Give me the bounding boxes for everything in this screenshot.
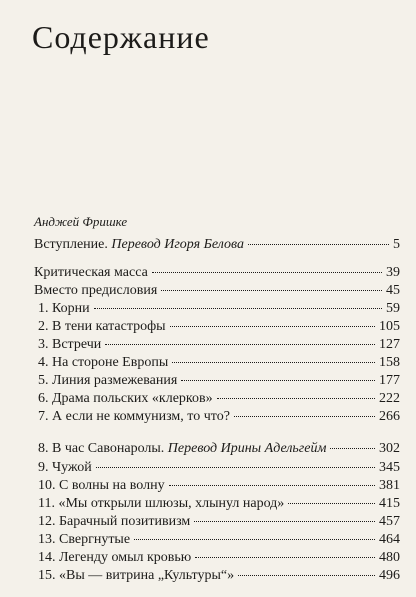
- dot-leader: [238, 575, 375, 576]
- toc-entry-title: 6. Драма польских «клерков»: [38, 391, 213, 406]
- toc-entry-title: 11. «Мы открыли шлюзы, хлынул народ»: [38, 496, 285, 511]
- toc-entry-critical-mass: [34, 265, 400, 285]
- toc-entry-title: 7. А если не коммунизм, то что?: [38, 409, 230, 424]
- toc-entry-chapter-1: [34, 301, 400, 321]
- toc-entry-page: 415: [379, 496, 400, 511]
- dot-leader: [172, 362, 375, 363]
- toc-entry-chapter-12: [34, 514, 400, 534]
- toc-entry-page: 464: [379, 532, 400, 547]
- toc-entry-chapter-5: [34, 373, 400, 393]
- toc-entry-chapter-8: [34, 441, 400, 461]
- toc-entry-page: 496: [379, 568, 400, 583]
- toc-entry-page: 39: [386, 265, 400, 280]
- dot-leader: [181, 380, 375, 381]
- toc-entry-page: 127: [379, 337, 400, 352]
- toc-entry-chapter-3: [34, 337, 400, 357]
- toc-entry-chapter-14: [34, 550, 400, 570]
- toc-entry-page: 5: [393, 237, 400, 252]
- toc-entry-page: 457: [379, 514, 400, 529]
- toc-entry-page: 266: [379, 409, 400, 424]
- toc-entry-chapter-6: [34, 391, 400, 411]
- dot-leader: [195, 557, 375, 558]
- toc-entry-chapter-7: [34, 409, 400, 429]
- dot-leader: [152, 272, 382, 273]
- dot-leader: [94, 308, 382, 309]
- toc-entry-title: Критическая масса: [34, 265, 148, 280]
- page-title: Содержание: [32, 19, 210, 55]
- toc-entry-page: 177: [379, 373, 400, 388]
- toc-entry-introduction: [34, 237, 400, 257]
- toc-entry-chapter-13: [34, 532, 400, 552]
- toc-entry-chapter-11: [34, 496, 400, 516]
- author-name: Анджей Фришке: [34, 214, 128, 229]
- toc-entry-title: 13. Свергнутые: [38, 532, 131, 547]
- dot-leader: [170, 326, 375, 327]
- toc-entry-page: 345: [379, 460, 400, 475]
- dot-leader: [134, 539, 375, 540]
- bleed-through-text: [20, 44, 400, 190]
- toc-entry-title: 5. Линия размежевания: [38, 373, 178, 388]
- toc-entry-title: 9. Чужой: [38, 460, 92, 475]
- toc-entry-chapter-4: [34, 355, 400, 375]
- toc-entry-page: 59: [386, 301, 400, 316]
- toc-entry-page: 480: [379, 550, 400, 565]
- dot-leader: [234, 416, 375, 417]
- toc-entry-foreword: [34, 283, 400, 303]
- toc-entry-title: 14. Легенду омыл кровью: [38, 550, 192, 565]
- toc-entry-page: 105: [379, 319, 400, 334]
- toc-entry-title: 15. «Вы — витрина „Культуры“»: [38, 568, 235, 583]
- toc-entry-page: 158: [379, 355, 400, 370]
- dot-leader: [248, 244, 389, 245]
- dot-leader: [161, 290, 382, 291]
- toc-entry-page: 381: [379, 478, 400, 493]
- dot-leader: [217, 398, 375, 399]
- toc-entry-title: Вступление. Перевод Игоря Белова: [34, 237, 244, 252]
- toc-entry-title: Вместо предисловия: [34, 283, 158, 298]
- toc-entry-chapter-2: [34, 319, 400, 339]
- toc-entry-title: 4. На стороне Европы: [38, 355, 169, 370]
- dot-leader: [169, 485, 375, 486]
- toc-entry-title: 12. Барачный позитивизм: [38, 514, 191, 529]
- toc-entry-title: 8. В час Савонаролы. Перевод Ирины Адельгейм: [38, 441, 327, 456]
- toc-entry-title: 2. В тени катастрофы: [38, 319, 166, 334]
- toc-entry-title: 3. Встречи: [38, 337, 102, 352]
- toc-entry-chapter-15: [34, 568, 400, 588]
- dot-leader: [288, 503, 375, 504]
- toc-entry-chapter-9: [34, 460, 400, 480]
- toc-entry-title: 10. С волны на волну: [38, 478, 165, 493]
- toc-entry-page: 45: [386, 283, 400, 298]
- dot-leader: [96, 467, 375, 468]
- dot-leader: [330, 448, 375, 449]
- toc-entry-page: 222: [379, 391, 400, 406]
- toc-entry-page: 302: [379, 441, 400, 456]
- toc-entry-title: 1. Корни: [38, 301, 90, 316]
- toc-entry-translator: Перевод Ирины Адельгейм: [167, 441, 327, 456]
- toc-entry-translator: Перевод Игоря Белова: [111, 237, 244, 252]
- dot-leader: [105, 344, 375, 345]
- dot-leader: [194, 521, 375, 522]
- toc-entry-chapter-10: [34, 478, 400, 498]
